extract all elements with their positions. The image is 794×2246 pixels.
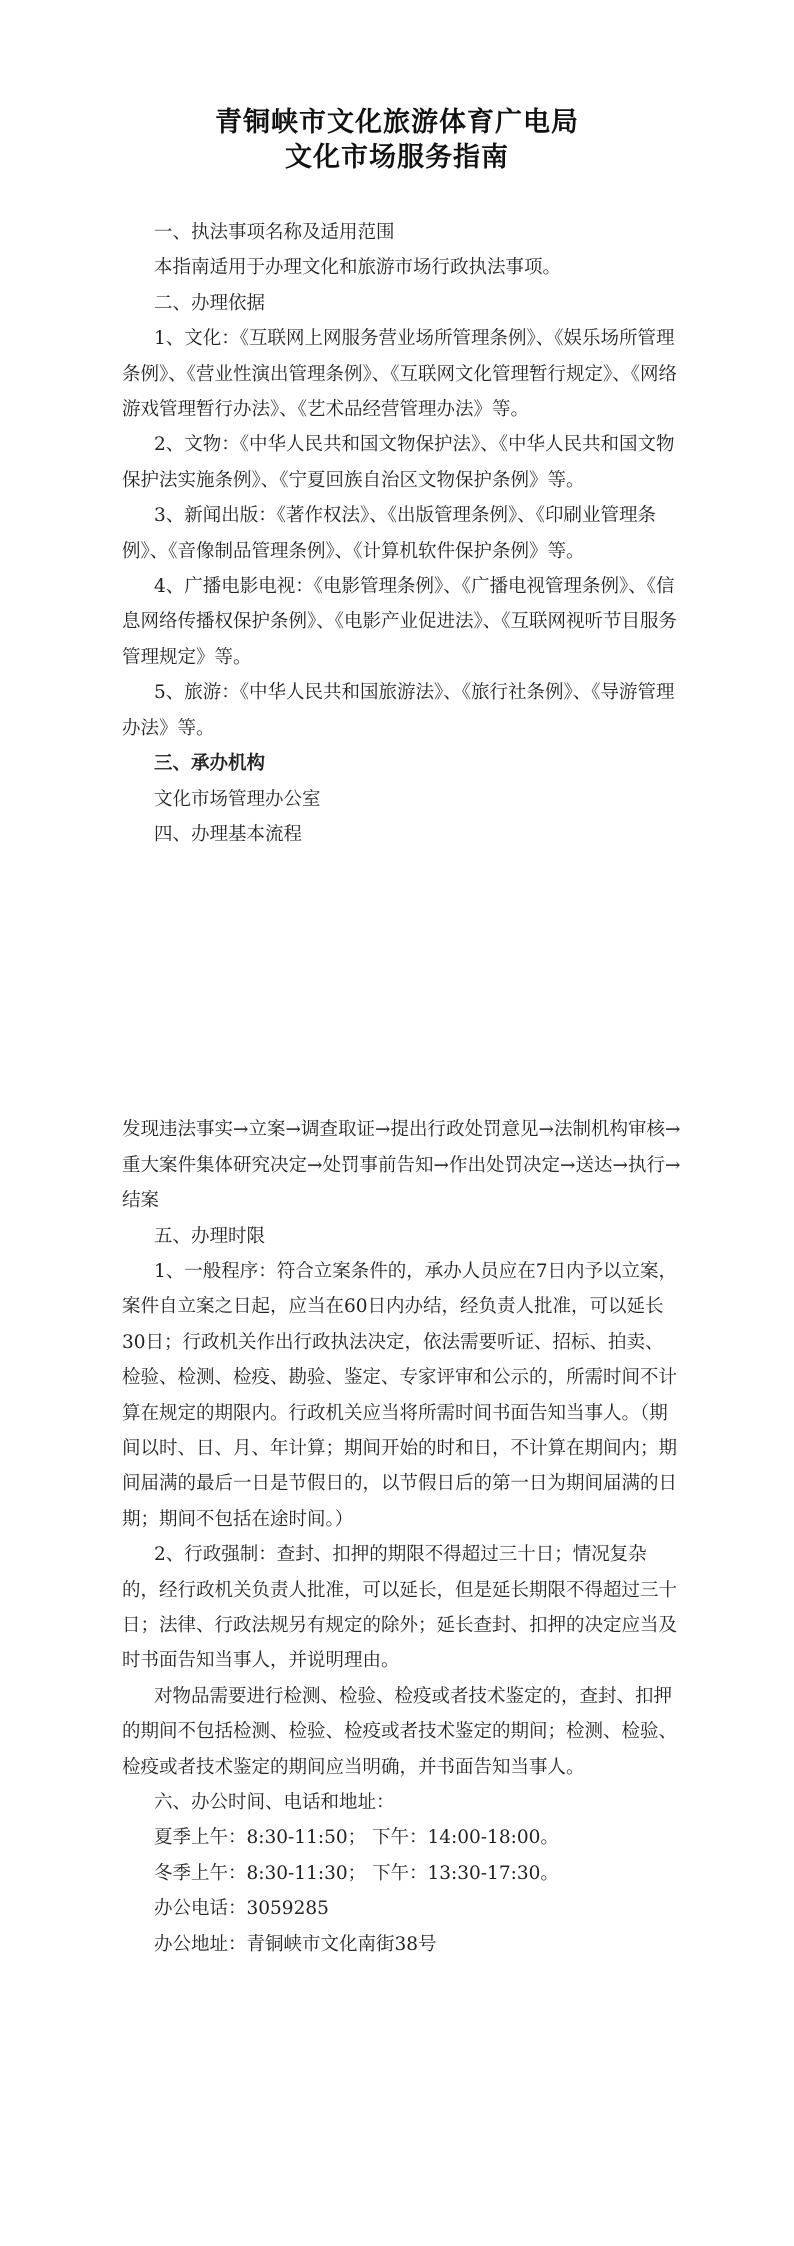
section6-winter-hours: 冬季上午：8:30-11:30； 下午：13:30-17:30。: [154, 1862, 559, 1884]
section5-item-administrative-enforcement: 2、行政强制：查封、扣押的期限不得超过三十日；情况复杂的，经行政机关负责人批准，可以延长，但是延长期限不得超过三十日；法律、行政法规另有规定的除外；延长查封、扣押的决定应当及时书面告知当事人，并说明理由。: [122, 1544, 678, 1672]
section2-item-tourism: 5、旅游：《中华人民共和国旅游法》、《旅行社条例》、《导游管理办法》等。: [122, 682, 675, 739]
section1-body: 本指南适用于办理文化和旅游市场行政执法事项。: [154, 257, 562, 279]
section6-address: 办公地址：青铜峡市文化南街38号: [154, 1933, 437, 1955]
section2-item-broadcast: 4、广播电影电视：《电影管理条例》、《广播电视管理条例》、《信息网络传播权保护条例》、《电影产业促进法》、《互联网视听节目服务管理规定》等。: [122, 576, 678, 668]
section2-item-publishing: 3、新闻出版：《著作权法》、《出版管理条例》、《印刷业管理条例》、《音像制品管理条例》、《计算机软件保护条例》等。: [122, 505, 657, 562]
section3-heading: 三、承办机构: [154, 753, 266, 775]
section1-heading: 一、执法事项名称及适用范围: [154, 222, 395, 243]
section4-heading: 四、办理基本流程: [154, 823, 303, 845]
document-title-line1: 青铜峡市文化旅游体育广电局: [215, 107, 579, 138]
section5-item-general-procedure: 1、一般程序：符合立案条件的，承办人员应在7日内予以立案，案件自立案之日起，应当在60日内办结，经负责人批准，可以延长30日；行政机关作出行政执法决定，依法需要听证、招标、拍卖、检验、检测、检疫、勘验、鉴定、专家评审和公示的，所需时间不计算在规定的期限内。行政机关应当将所需时间书面告知当事人。（期间以时、日、月、年计算；期间开始的时和日，不计算在期间内；期间届满的最后一日是节假日的，以节假日后的第一日为期间届满的日期；期间不包括在途时间。）: [122, 1260, 678, 1530]
section2-item-culture: 1、文化：《互联网上网服务营业场所管理条例》、《娱乐场所管理条例》、《营业性演出管理条例》、《互联网文化管理暂行规定》、《网络游戏管理暂行办法》、《艺术品经营管理办法》等。: [122, 328, 678, 421]
section6-summer-hours: 夏季上午：8:30-11:50； 下午：14:00-18:00。: [154, 1827, 559, 1849]
section2-item-relics: 2、文物：《中华人民共和国文物保护法》、《中华人民共和国文物保护法实施条例》、《宁夏回族自治区文物保护条例》等。: [122, 434, 675, 491]
section4-process-flow: 发现违法事实→立案→调查取证→提出行政处罚意见→法制机构审核→重大案件集体研究决定→处罚事前告知→作出处罚决定→送达→执行→结案: [122, 1119, 681, 1212]
section6-phone: 办公电话：3059285: [154, 1898, 329, 1920]
blank-area: [122, 852, 682, 1112]
section5-heading: 五、办理时限: [154, 1225, 266, 1247]
document-title-line2: 文化市场服务指南: [285, 142, 509, 173]
section2-heading: 二、办理依据: [154, 292, 266, 314]
section3-body: 文化市场管理办公室: [154, 788, 321, 810]
section5-item-inspection: 对物品需要进行检测、检验、检疫或者技术鉴定的，查封、扣押的期间不包括检测、检验、检疫或者技术鉴定的期间；检测、检验、检疫或者技术鉴定的期间应当明确，并书面告知当事人。: [122, 1685, 678, 1778]
section6-heading: 六、办公时间、电话和地址：: [154, 1792, 395, 1814]
document-body: [122, 215, 682, 1962]
